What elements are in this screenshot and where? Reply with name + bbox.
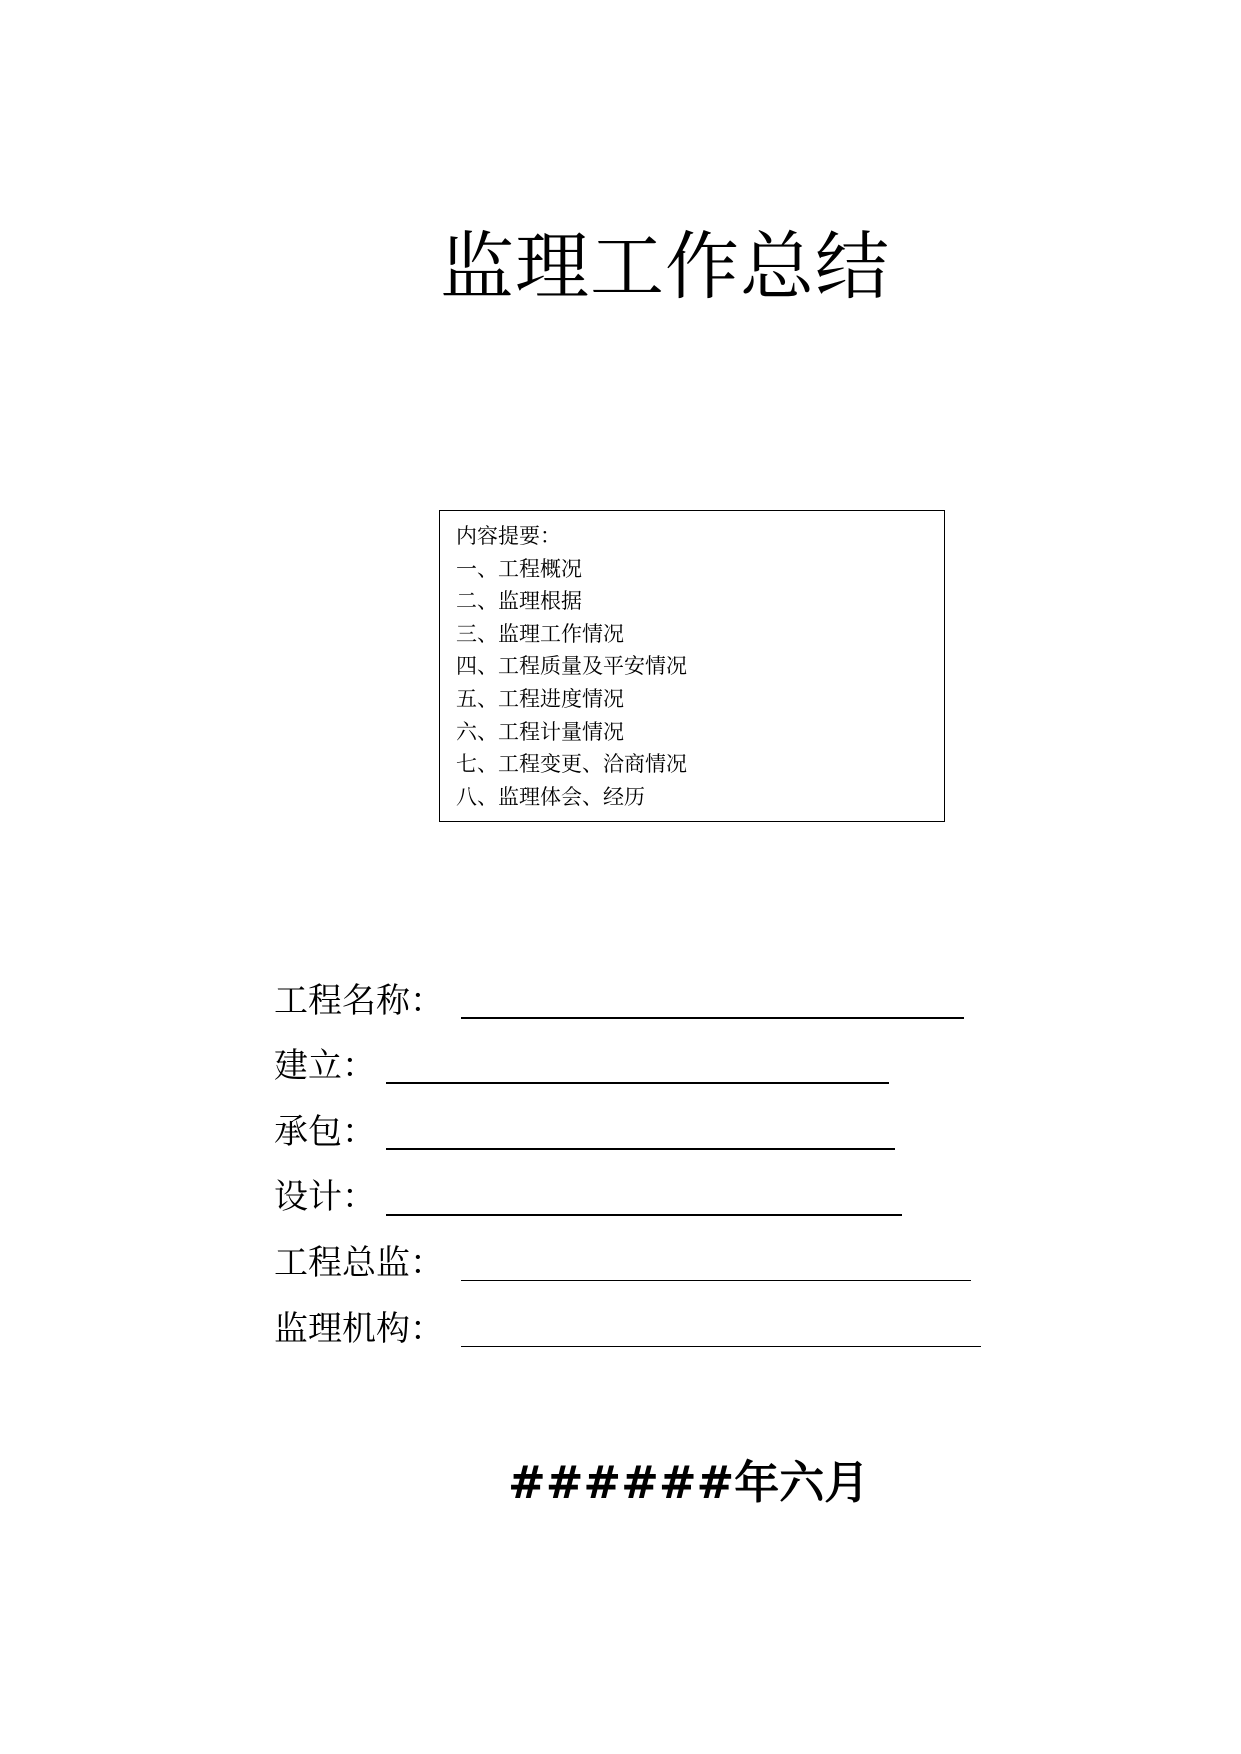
- design-unit-blank-line: [386, 1214, 902, 1216]
- contents-item: 六、工程计量情况: [456, 719, 624, 744]
- contents-item: 一、工程概况: [456, 556, 582, 581]
- contents-item: 五、工程进度情况: [456, 686, 624, 711]
- contractor-label: 承包：: [274, 1112, 376, 1152]
- contents-heading: 内容提要：: [456, 524, 561, 548]
- project-name-blank-line: [461, 1017, 964, 1019]
- contents-summary-box: [439, 510, 945, 822]
- contents-item: 八、监理体会、经历: [456, 784, 645, 809]
- contents-item: 四、工程质量及平安情况: [456, 654, 687, 679]
- document-title: 监理工作总结: [440, 224, 890, 310]
- project-name-label: 工程名称：: [274, 981, 444, 1021]
- supervision-agency-label: 监理机构：: [274, 1309, 444, 1349]
- supervision-agency-blank-line: [461, 1346, 981, 1347]
- construction-unit-label: 建立：: [274, 1046, 376, 1086]
- contents-item: 七、工程变更、洽商情况: [456, 752, 687, 777]
- document-date: ######年六月: [508, 1456, 870, 1509]
- chief-supervisor-label: 工程总监：: [274, 1243, 444, 1283]
- contractor-blank-line: [386, 1148, 895, 1150]
- design-unit-label: 设计：: [274, 1177, 376, 1217]
- chief-supervisor-blank-line: [461, 1280, 971, 1281]
- contents-item: 三、监理工作情况: [456, 621, 624, 646]
- contents-item: 二、监理根据: [456, 589, 582, 614]
- construction-unit-blank-line: [386, 1082, 889, 1084]
- contents-list: [456, 520, 687, 813]
